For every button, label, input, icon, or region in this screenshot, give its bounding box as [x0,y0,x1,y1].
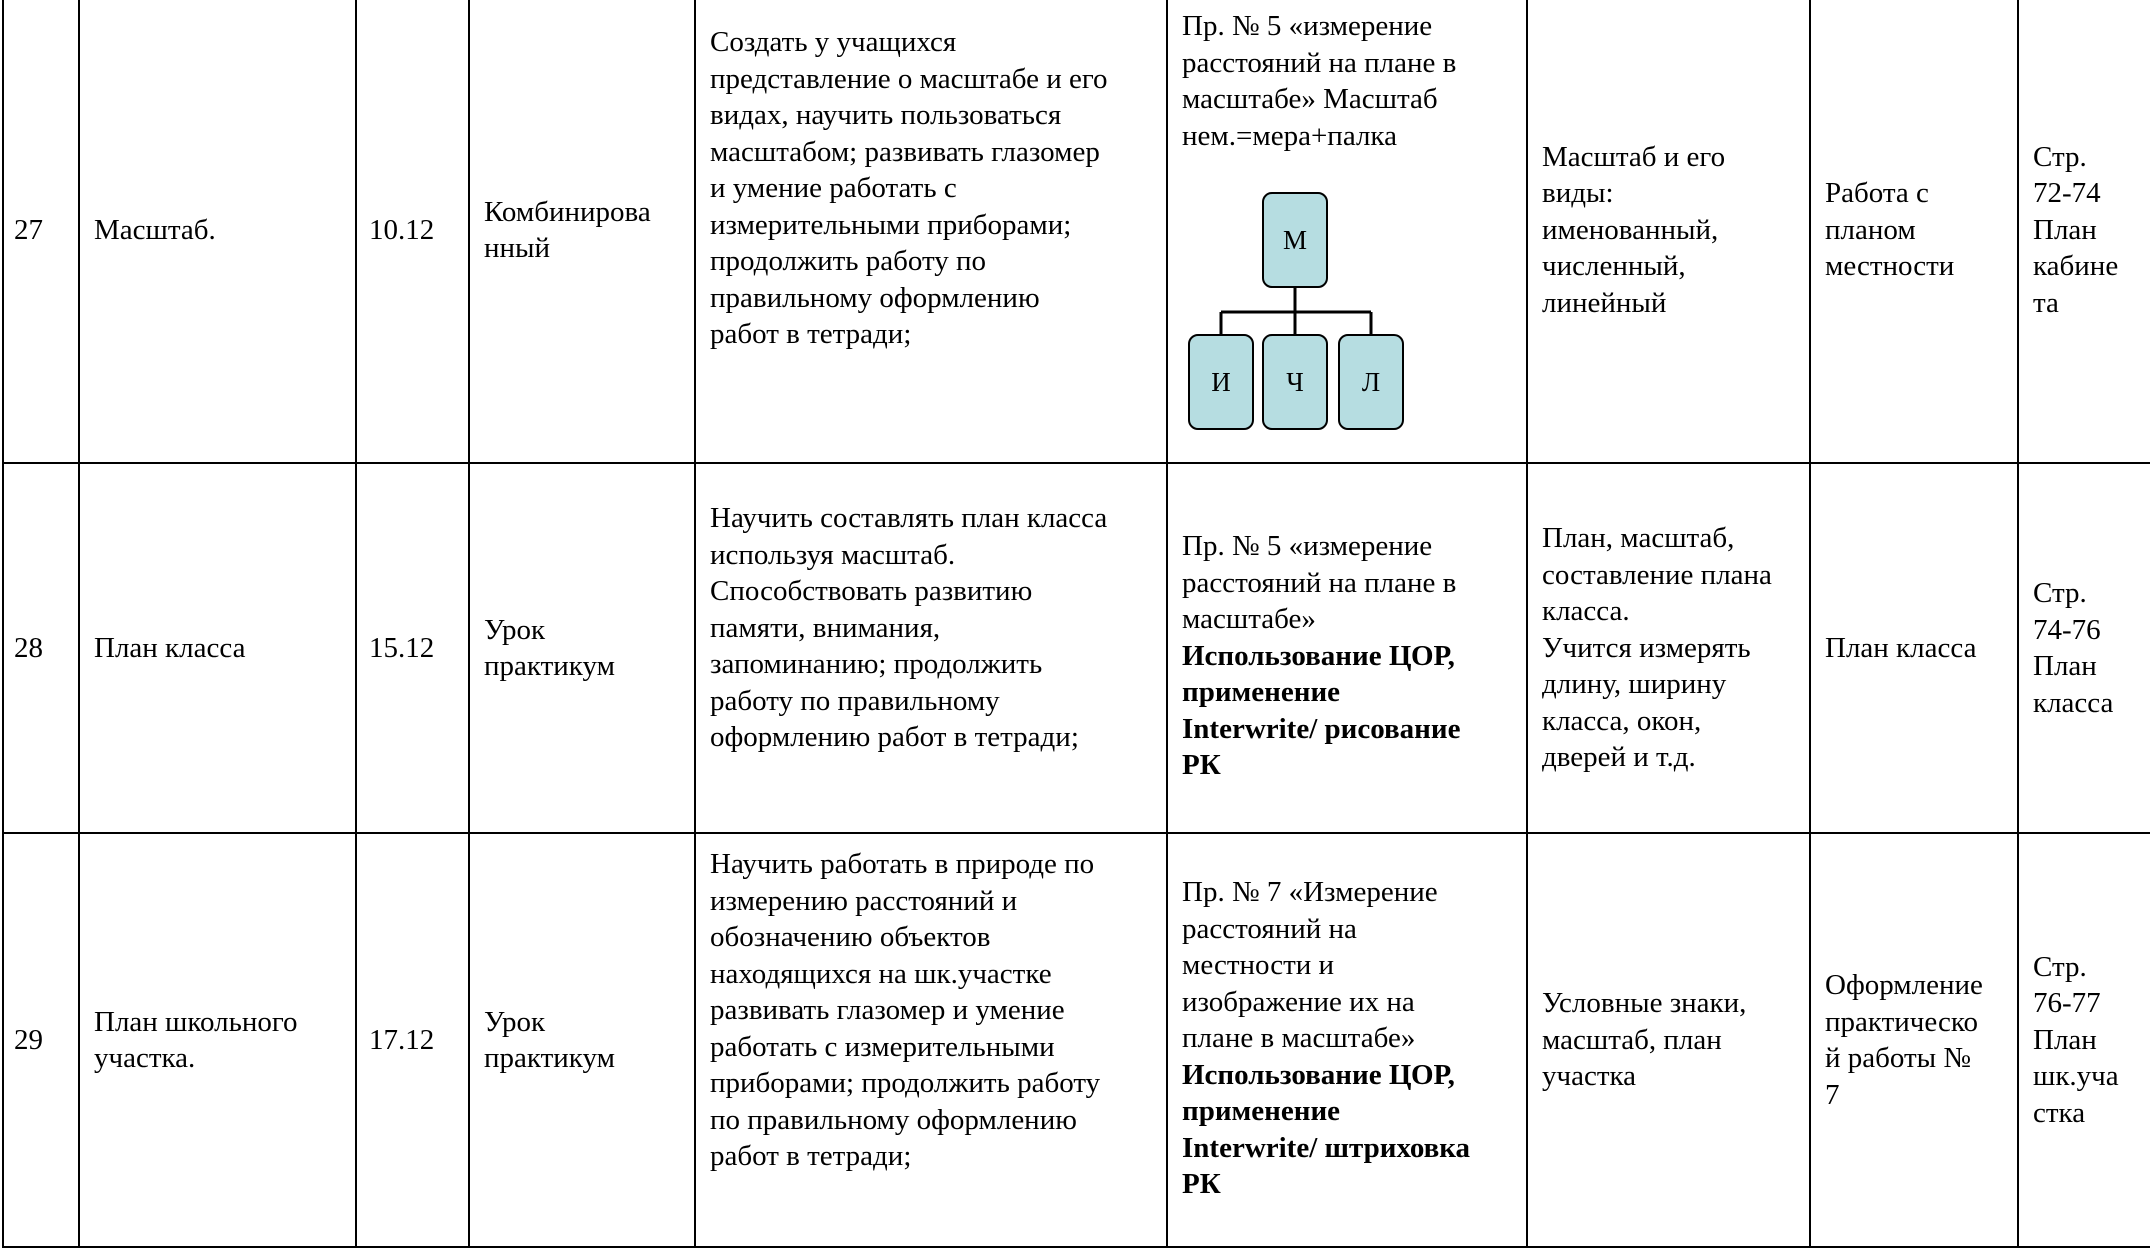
text-line: запоминанию; продолжить [710,648,1043,680]
text-line: Условные знаки, [1542,987,1747,1020]
text-line: видах, научить пользоваться [710,99,1062,131]
practical-work-cell [1167,463,1527,833]
text-line: нем.=мера+палка [1182,119,1397,152]
text-line: класса [2033,686,2114,719]
practical-work-title [1182,528,1512,638]
diagram-node-named: И [1188,334,1254,430]
text-line: 76-77 [2033,987,2101,1020]
text-line: находящихся на шк.участке [710,957,1052,990]
text-line: Масштаб и его [1542,140,1726,173]
text-line: РК [1182,1168,1221,1200]
practical-work-text [1182,464,1512,784]
text-line: Научить работать в природе по [710,848,1095,880]
text-line: приборами; продолжить работу [710,1067,1101,1099]
lesson-goal [710,464,1152,756]
lesson-number: 29 [14,1023,43,1056]
practical-work-title [1182,874,1512,1057]
text-line: расстояний на [1182,912,1357,945]
practical-work-cell [1167,0,1527,463]
text-line: памяти, внимания, [710,611,941,644]
lesson-goal [710,0,1152,353]
diagram-node-numeric: Ч [1262,334,1328,430]
text-line: численный, [1542,250,1686,283]
text-line: Комбинирова [484,195,651,228]
text-line: та [2033,286,2059,319]
practical-work-text [1182,0,1512,154]
text-line: РК [1182,749,1221,781]
lesson-type [484,194,680,267]
work-cell [1810,463,2018,833]
text-line: Использование ЦОР, [1182,639,1455,672]
goal-cell [695,0,1167,463]
text-line: правильному оформлению [710,281,1040,314]
text-line: 72-74 [2033,177,2101,210]
text-line: Научить составлять план класса [710,502,1108,534]
diagram-node-scale: М [1262,192,1328,288]
text-line: класса, окон, [1542,704,1702,737]
text-line: План [2033,650,2097,682]
text-line: используя масштаб. [710,538,956,571]
text-line: План [2033,1023,2097,1056]
text-line: и умение работать с [710,172,957,204]
lesson-plan-table [2,0,2150,1248]
goal-cell [695,463,1167,833]
lesson-number-cell [3,463,79,833]
lesson-number: 28 [14,631,43,664]
lesson-type [484,612,680,685]
text-line: й работы № [1825,1042,1972,1074]
date-cell [356,0,469,463]
text-line: Работа с [1825,177,1929,210]
text-line: Урок [484,1005,546,1038]
text-line: местности и [1182,949,1335,981]
practical-work-tools [1182,638,1512,784]
text-line: работ в тетради; [710,318,912,350]
key-concepts [1542,985,1795,1095]
text-line: практикум [484,1042,615,1074]
text-line: Урок [484,613,546,646]
lesson-topic [94,1004,341,1077]
text-line: План, масштаб, [1542,522,1735,555]
text-line: работ в тетради; [710,1140,912,1172]
text-line: Interwrite/ штриховка [1182,1131,1471,1164]
text-line: Пр. № 7 «Измерение [1182,876,1438,908]
text-line: применение [1182,1095,1341,1127]
lesson-date: 17.12 [369,1023,435,1056]
lesson-number: 27 [14,213,43,246]
diagram-node-linear: Л [1338,334,1404,430]
text-line: масштабе» Масштаб [1182,83,1438,115]
concepts-cell [1527,833,1810,1247]
text-line: развивать глазомер и умение [710,994,1065,1026]
practical-work-tools [1182,1057,1512,1203]
text-line: именованный, [1542,213,1719,246]
text-line: виды: [1542,177,1614,210]
text-line: масштабе» [1182,603,1316,635]
text-line: кабине [2033,250,2119,283]
lesson-type [484,1004,680,1077]
pages-cell [2018,463,2150,833]
text-line: продолжить работу по [710,245,987,277]
lesson-goal [710,834,1152,1175]
key-concepts [1542,520,1795,776]
text-line: изображение их на [1182,985,1415,1018]
table-row [3,463,2150,833]
text-line: Использование ЦОР, [1182,1058,1455,1091]
text-line: План [2033,213,2097,246]
text-line: 74-76 [2033,613,2101,646]
lesson-topic: Масштаб. [94,213,216,246]
work-cell [1810,833,2018,1247]
text-line: измерению расстояний и [710,884,1018,917]
date-cell [356,463,469,833]
lesson-type-cell [469,0,695,463]
text-line: Учится измерять [1542,631,1751,664]
topic-cell [79,833,356,1247]
text-line: масштаб, план [1542,1023,1722,1056]
date-cell [356,833,469,1247]
student-work [1825,175,2003,285]
text-line: измерительными приборами; [710,208,1072,241]
pages-cell [2018,0,2150,463]
text-line: Стр. [2033,950,2087,983]
text-line: расстояний на плане в [1182,46,1457,79]
text-line: практикум [484,650,615,682]
table-row [3,0,2150,463]
text-line: Стр. [2033,577,2087,609]
text-line: работать с измерительными [710,1030,1055,1063]
lesson-date: 10.12 [369,213,435,246]
text-line: участка [1542,1060,1637,1093]
topic-cell [79,463,356,833]
work-cell [1810,0,2018,463]
text-line: по правильному оформлению [710,1103,1077,1136]
practical-work-text [1182,834,1512,1203]
text-line: класса. [1542,595,1630,628]
textbook-pages [2033,575,2136,721]
lesson-topic: План класса [94,631,246,664]
text-line: дверей и т.д. [1542,741,1696,774]
text-line: представление о масштабе и его [710,62,1108,95]
lesson-type-cell [469,463,695,833]
text-line: Пр. № 5 «измерение [1182,10,1433,42]
table-row [3,833,2150,1247]
text-line: 7 [1825,1078,1840,1111]
pages-cell [2018,833,2150,1247]
lesson-number-cell [3,833,79,1247]
key-concepts [1542,139,1795,322]
topic-cell [79,0,356,463]
concepts-cell [1527,463,1810,833]
text-line: Interwrite/ рисование [1182,712,1461,745]
text-line: обозначению объектов [710,921,991,953]
text-line: применение [1182,676,1341,708]
text-line: линейный [1542,286,1667,319]
text-line: шк.уча [2033,1060,2119,1093]
goal-cell [695,833,1167,1247]
text-line: плане в масштабе» [1182,1022,1416,1054]
lesson-type-cell [469,833,695,1247]
text-line: планом [1825,213,1916,246]
textbook-pages [2033,949,2136,1132]
text-line: Пр. № 5 «измерение [1182,530,1433,562]
concepts-cell [1527,0,1810,463]
textbook-pages [2033,139,2136,322]
text-line: План школьного [94,1005,298,1038]
text-line: План класса [1825,631,1977,664]
text-line: участка. [94,1042,196,1074]
practical-work-cell [1167,833,1527,1247]
text-line: Стр. [2033,140,2087,173]
student-work [1825,630,2003,667]
student-work [1825,967,2003,1113]
text-line: длину, ширину [1542,668,1727,701]
text-line: оформлению работ в тетради; [710,721,1079,753]
text-line: работу по правильному [710,684,1000,717]
text-line: масштабом; развивать глазомер [710,135,1100,168]
text-line: нный [484,232,551,264]
text-line: местности [1825,250,1955,283]
text-line: Создать у учащихся [710,26,957,58]
text-line: Способствовать развитию [710,575,1033,607]
text-line: расстояний на плане в [1182,566,1457,599]
text-line: практическо [1825,1005,1978,1038]
scale-types-diagram [1186,192,1446,454]
text-line: составление плана [1542,558,1772,591]
lesson-number-cell [3,0,79,463]
lesson-date: 15.12 [369,631,435,664]
text-line: стка [2033,1096,2086,1129]
text-line: Оформление [1825,969,1983,1001]
